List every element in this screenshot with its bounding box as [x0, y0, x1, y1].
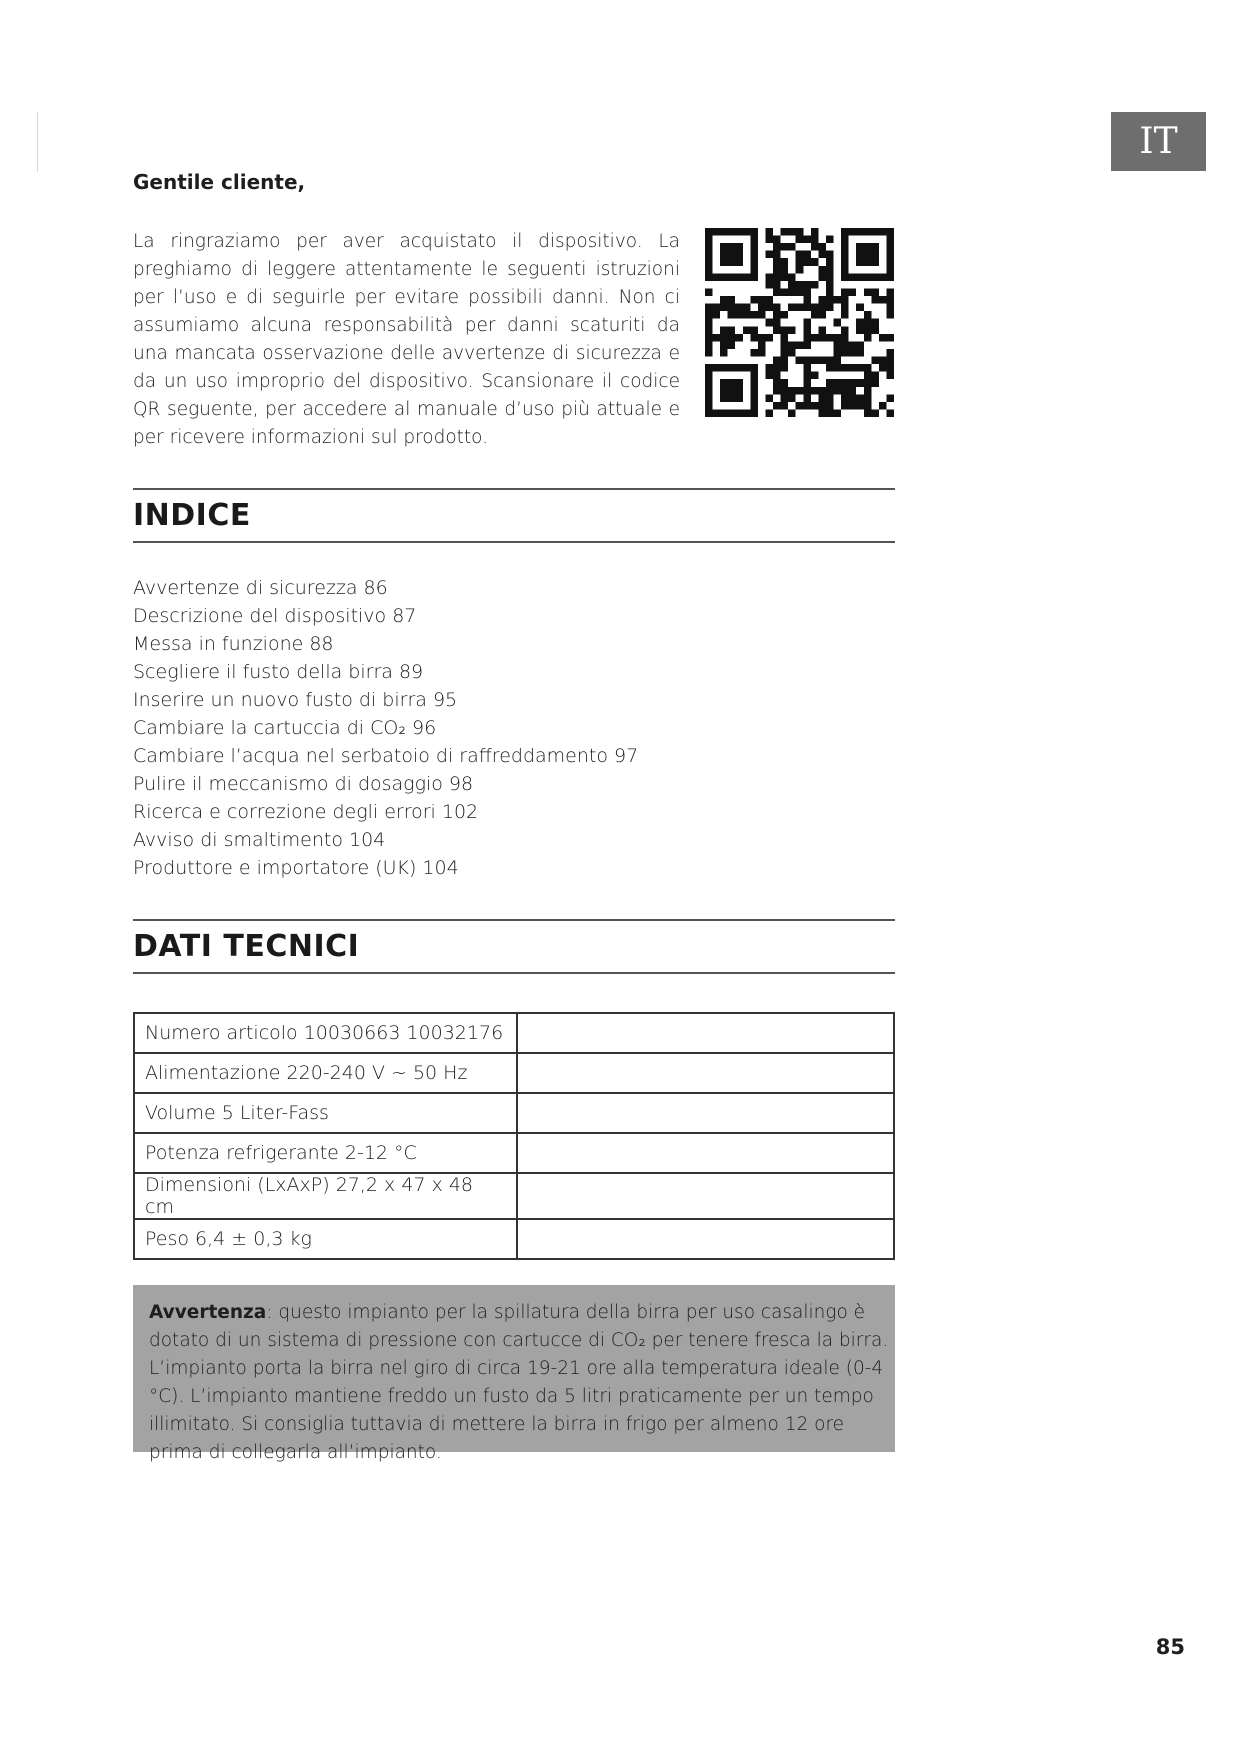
qr-code-icon[interactable] [705, 228, 894, 417]
spec-value [517, 1219, 894, 1259]
toc-item[interactable]: Produttore e importatore (UK) 104 [133, 857, 459, 879]
table-row [134, 1013, 894, 1053]
table-row [134, 1053, 894, 1093]
index-rule-bottom [133, 541, 895, 543]
toc-item[interactable]: Ricerca e correzione degli errori 102 [133, 801, 479, 823]
specs-rule-top [133, 919, 895, 921]
toc-item[interactable]: Inserire un nuovo fusto di birra 95 [133, 689, 458, 711]
warning-text [149, 1299, 891, 1467]
spec-label: Dimensioni (LxAxP) 27,2 x 47 x 48 cm [134, 1173, 517, 1219]
spec-value [517, 1133, 894, 1173]
spec-label: Numero articolo 10030663 10032176 [134, 1013, 517, 1053]
table-row [134, 1219, 894, 1259]
warning-label: Avvertenza [149, 1302, 267, 1323]
greeting: Gentile cliente, [133, 170, 306, 194]
specs-title: DATI TECNICI [133, 929, 360, 964]
toc-item[interactable]: Descrizione del dispositivo 87 [133, 605, 417, 627]
spec-value [517, 1053, 894, 1093]
specs-table [133, 1012, 895, 1260]
toc-item[interactable]: Pulire il meccanismo di dosaggio 98 [133, 773, 474, 795]
spec-label: Potenza refrigerante 2-12 °C [134, 1133, 517, 1173]
spec-value [517, 1013, 894, 1053]
spec-label: Volume 5 Liter-Fass [134, 1093, 517, 1133]
spec-label: Alimentazione 220-240 V ~ 50 Hz [134, 1053, 517, 1093]
table-row [134, 1173, 894, 1219]
spec-label: Peso 6,4 ± 0,3 kg [134, 1219, 517, 1259]
table-row [134, 1133, 894, 1173]
spec-value [517, 1173, 894, 1219]
index-title: INDICE [133, 498, 251, 533]
specs-rule-bottom [133, 972, 895, 974]
toc-item[interactable]: Messa in funzione 88 [133, 633, 334, 655]
spec-value [517, 1093, 894, 1133]
page-edge-mark [37, 112, 38, 172]
table-row [134, 1093, 894, 1133]
toc-item[interactable]: Cambiare la cartuccia di CO₂ 96 [133, 717, 437, 739]
warning-box [133, 1285, 895, 1463]
table-of-contents [133, 574, 638, 882]
language-tab: IT [1111, 112, 1206, 171]
toc-item[interactable]: Scegliere il fusto della birra 89 [133, 661, 424, 683]
page-number: 85 [1155, 1635, 1185, 1659]
toc-item[interactable]: Cambiare l’acqua nel serbatoio di raffreddamento 97 [133, 745, 639, 767]
warning-body: : questo impianto per la spillatura della birra per uso casalingo è dotato di un sistema di pressione con cartucce di CO₂ per tenere fresca la birra. L’impianto porta la birra nel giro di circa 19-21 ore alla temperatura ideale (0-4 °C). L’impianto mantiene freddo un fusto da 5 litri praticamente per un tempo illimitato. Si consiglia tuttavia di mettere la birra in frigo per almeno 12 ore prima di collegarla all’impianto. [149, 1302, 889, 1463]
index-rule-top [133, 488, 895, 490]
toc-item[interactable]: Avvertenze di sicurezza 86 [133, 577, 388, 599]
toc-item[interactable]: Avviso di smaltimento 104 [133, 829, 386, 851]
intro-paragraph: La ringraziamo per aver acquistato il dispositivo. La preghiamo di leggere attentamente le seguenti istruzioni per l’uso e di seguirle per evitare possibili danni. Non ci assumiamo alcuna responsabilità per danni scaturiti da una mancata osservazione delle avvertenze di sicurezza e da un uso improprio del dispositivo. Scansionare il codice QR seguente, per accedere al manuale d’uso più attuale e per ricevere informazioni sul prodotto. [133, 231, 680, 448]
